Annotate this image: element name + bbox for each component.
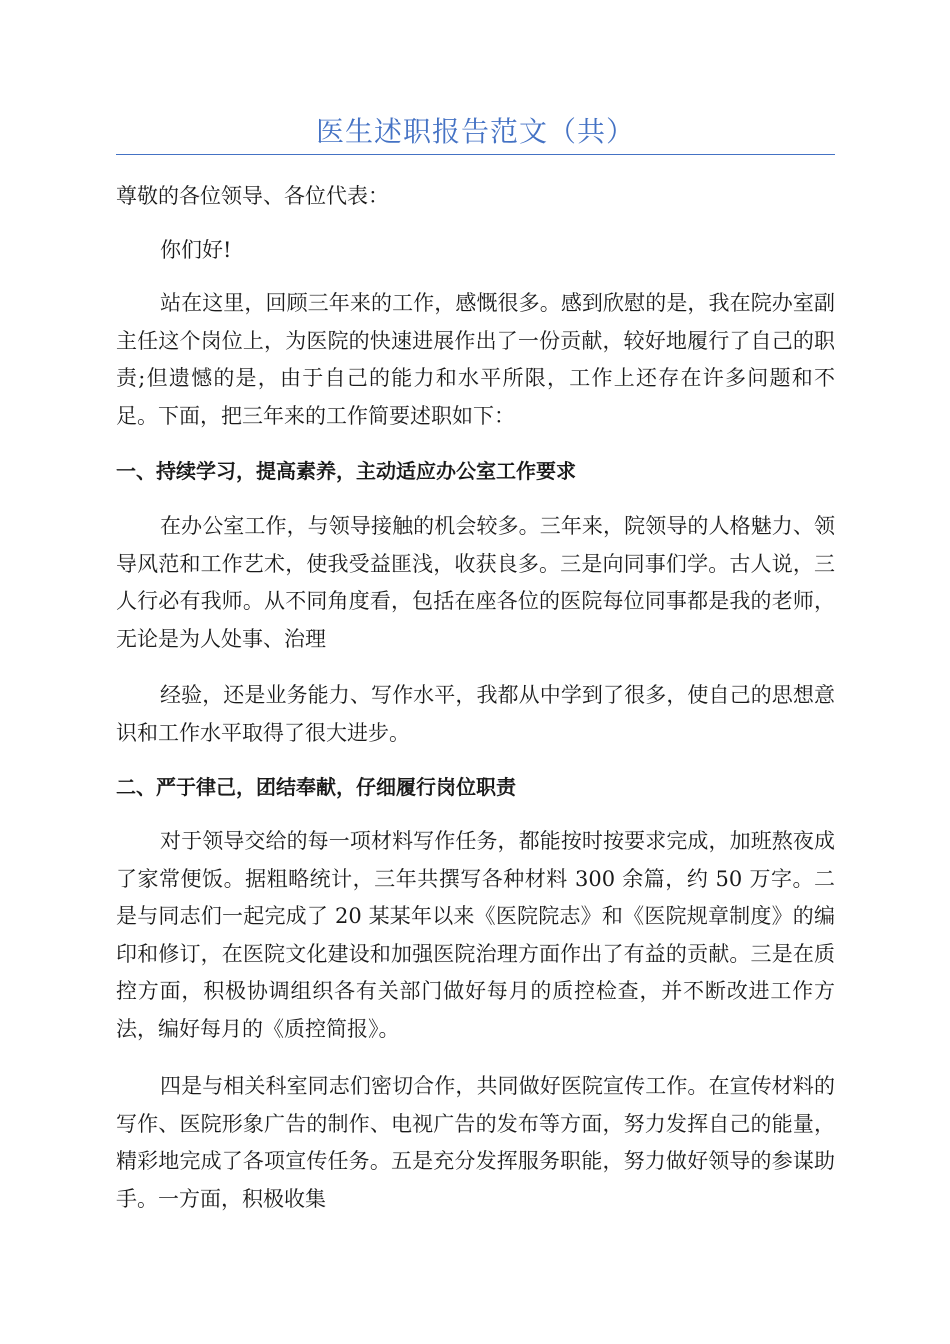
paragraph-section2-b: 四是与相关科室同志们密切合作，共同做好医院宣传工作。在宣传材料的写作、医院形象广告的制作、电视广告的发布等方面，努力发挥自己的能量，精彩地完成了各项宣传任务。五是充分发挥服务职能，努力做好领导的参谋助手。一方面，积极收集 xyxy=(116,1074,835,1211)
paragraph-section2-a: 对于领导交给的每一项材料写作任务，都能按时按要求完成，加班熬夜成了家常便饭。据粗略统计，三年共撰写各种材料 300 余篇，约 50 万字。二是与同志们一起完成了 20 某某年以来《医院院志》和《医院规章制度》的编印和修订，在医院文化建设和加强医院治理方面作出了有益的贡献。三是在质控方面，积极协调组织各有关部门做好每月的质控检查，并不断改进工作方法，编好每月的《质控简报》。 xyxy=(116,829,835,1041)
document-title: 医生述职报告范文（共） xyxy=(315,115,635,148)
section-heading-2: 二、严于律己，团结奉献，仔细履行岗位职责 xyxy=(116,775,516,799)
paragraph-intro: 站在这里，回顾三年来的工作，感慨很多。感到欣慰的是，我在院办室副主任这个岗位上，为医院的快速进展作出了一份贡献，较好地履行了自己的职责;但遗憾的是，由于自己的能力和水平所限，工作上还存在许多问题和不足。下面，把三年来的工作简要述职如下： xyxy=(116,291,835,428)
title-underline xyxy=(116,154,835,155)
salutation: 尊敬的各位领导、各位代表： xyxy=(116,184,389,208)
paragraph-section1-a: 在办公室工作，与领导接触的机会较多。三年来，院领导的人格魅力、领导风范和工作艺术，使我受益匪浅，收获良多。三是向同事们学。古人说，三人行必有我师。从不同角度看，包括在座各位的医院每位同事都是我的老师，无论是为人处事、治理 xyxy=(116,514,835,651)
greeting: 你们好! xyxy=(160,238,232,262)
section-heading-1: 一、持续学习，提高素养，主动适应办公室工作要求 xyxy=(116,459,576,483)
paragraph-section1-b: 经验，还是业务能力、写作水平，我都从中学到了很多，使自己的思想意识和工作水平取得了很大进步。 xyxy=(116,683,835,745)
